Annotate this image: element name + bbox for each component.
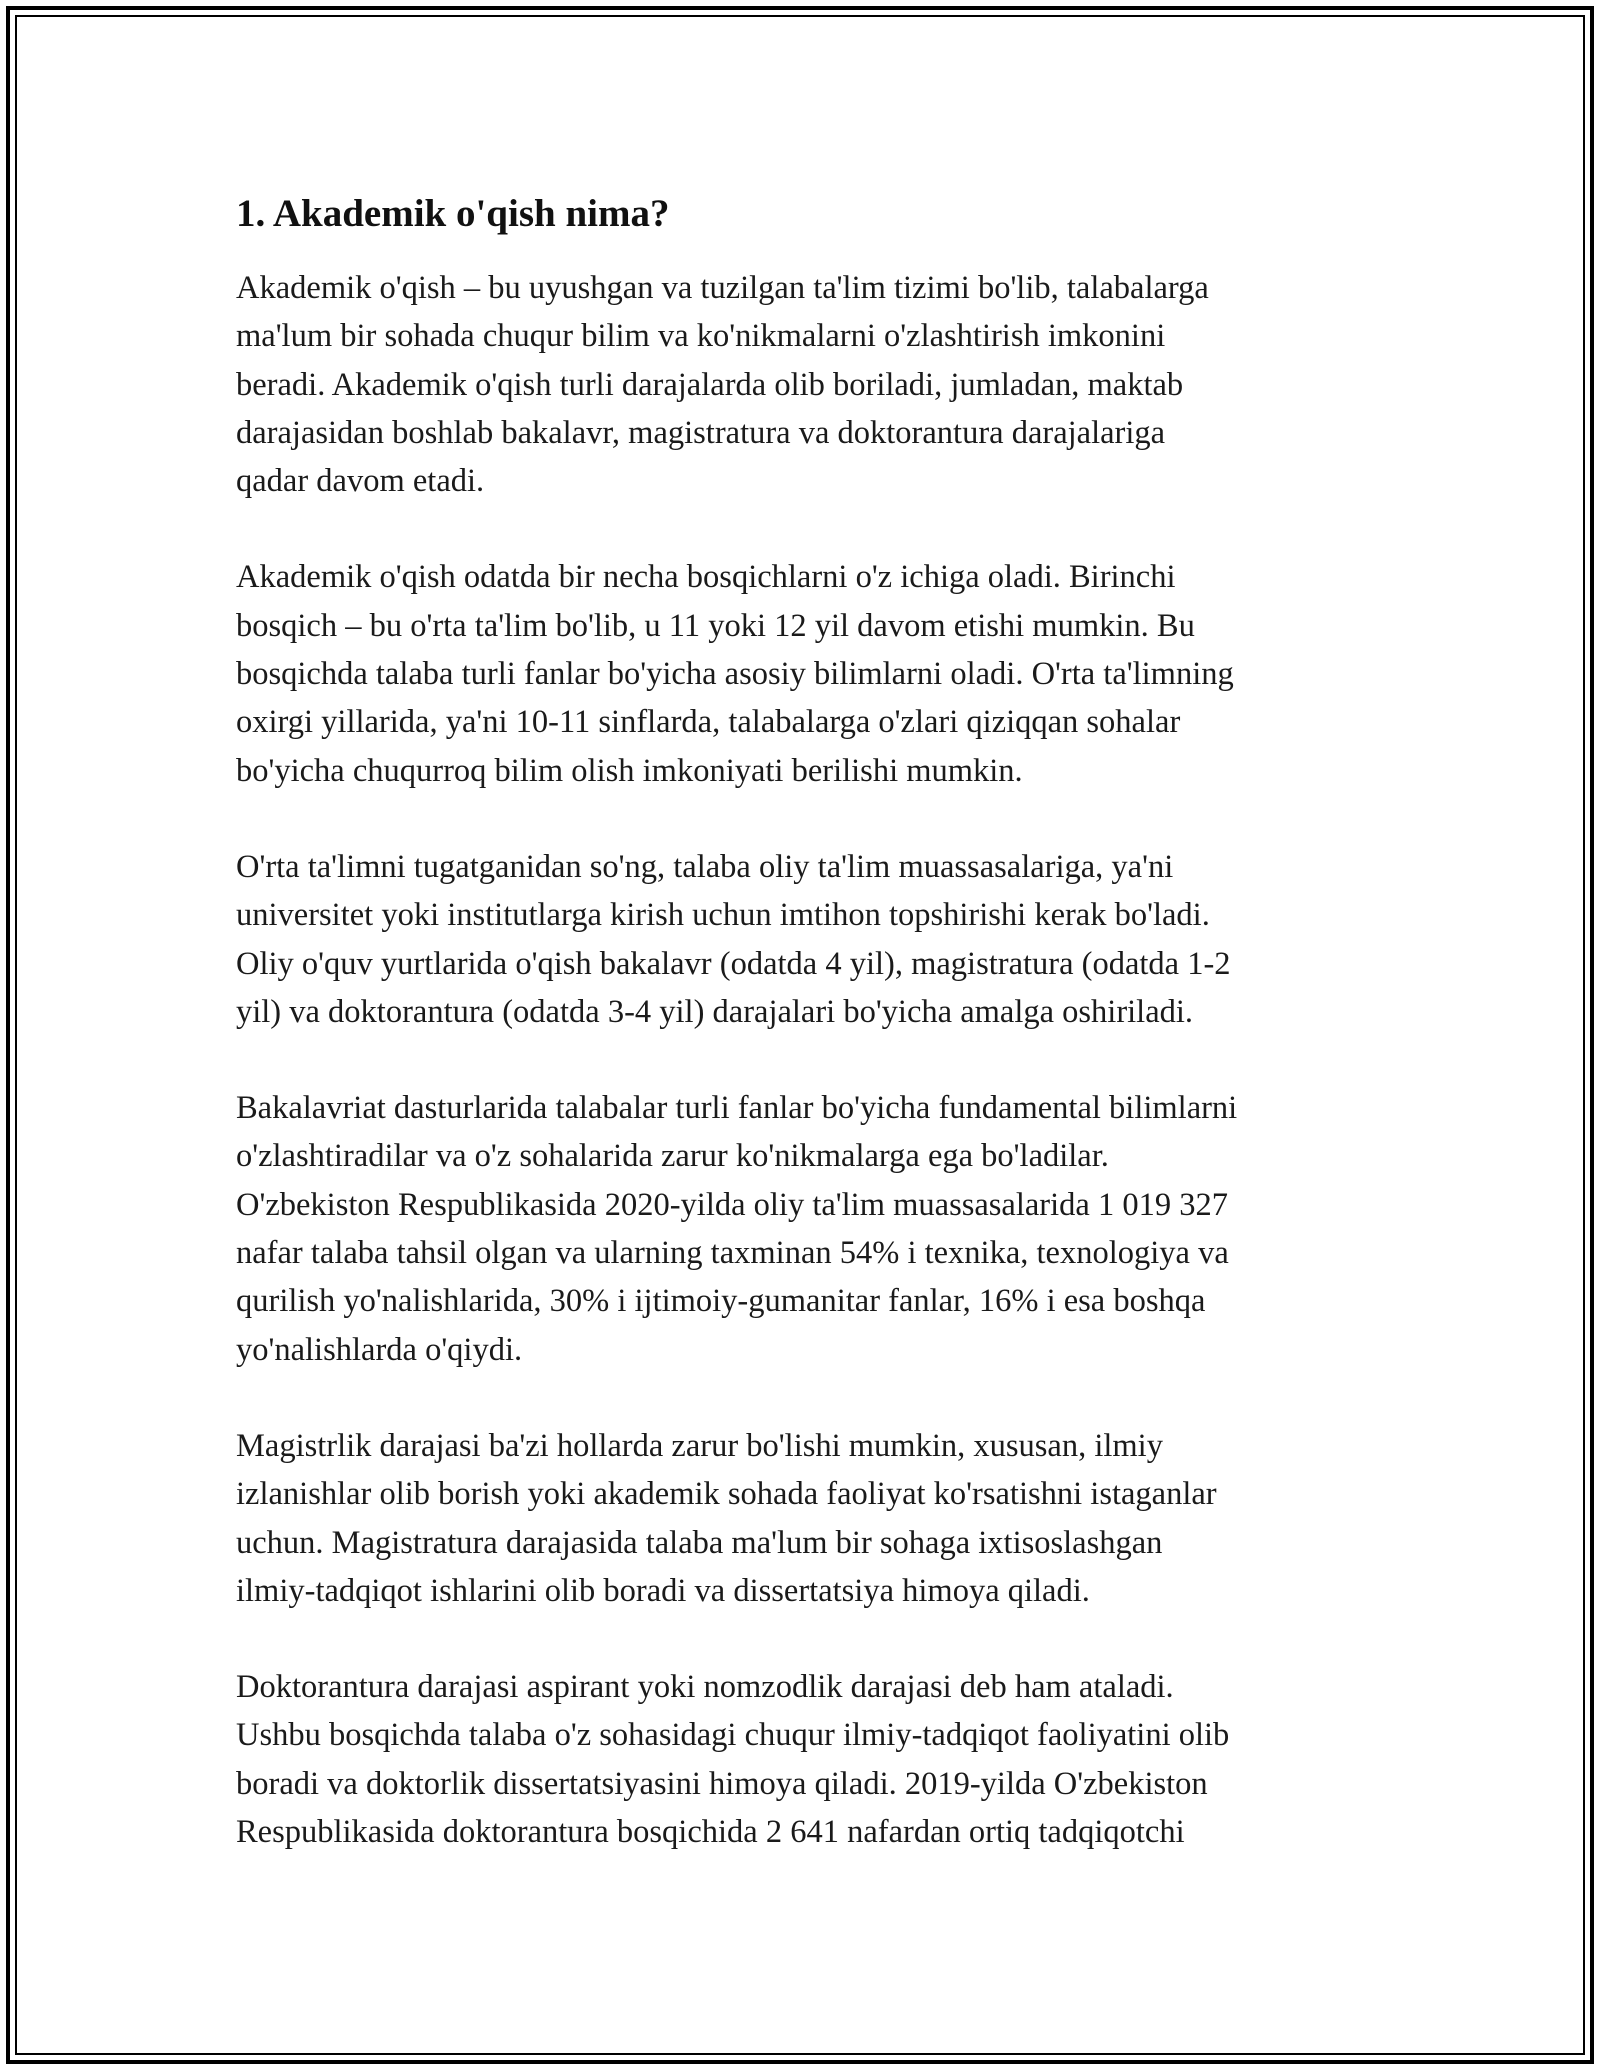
paragraph <box>236 1084 1386 1374</box>
paragraph-line: Akademik o'qish – bu uyushgan va tuzilgan ta'lim tizimi bo'lib, talabalarga <box>236 270 1209 306</box>
paragraph-line: izlanishlar olib borish yoki akademik sohada faoliyat ko'rsatishni istaganlar <box>236 1476 1217 1513</box>
paragraph <box>236 843 1386 1036</box>
paragraph <box>236 264 1386 505</box>
paragraph-line: bosqichda talaba turli fanlar bo'yicha asosiy bilimlarni oladi. O'rta ta'limning <box>236 656 1234 693</box>
paragraph-line: nafar talaba tahsil olgan va ularning taxminan 54% i texnika, texnologiya va <box>236 1235 1229 1272</box>
paragraph-line: darajasidan boshlab bakalavr, magistratura va doktorantura darajalariga <box>236 414 1166 451</box>
paragraph-list <box>236 264 1386 1856</box>
paragraph-line: O'zbekiston Respublikasida 2020-yilda oliy ta'lim muassasalarida 1 019 327 <box>236 1186 1228 1223</box>
paragraph-line: Magistrlik darajasi ba'zi hollarda zarur bo'lishi mumkin, xususan, ilmiy <box>236 1427 1163 1464</box>
paragraph-line: universitet yoki institutlarga kirish uchun imtihon topshirishi kerak bo'ladi. <box>236 897 1210 934</box>
paragraph-line: yo'nalishlarda o'qiydi. <box>236 1331 523 1368</box>
paragraph-line: Oliy o'quv yurtlarida o'qish bakalavr (odatda 4 yil), magistratura (odatda 1-2 <box>236 945 1231 982</box>
paragraph-line: beradi. Akademik o'qish turli darajalarda olib boriladi, jumladan, maktab <box>236 366 1184 403</box>
section-heading: 1. Akademik o'qish nima? <box>236 192 670 235</box>
paragraph-line: bo'yicha chuqurroq bilim olish imkoniyati berilishi mumkin. <box>236 752 1023 789</box>
paragraph-line: ma'lum bir sohada chuqur bilim va ko'nikmalarni o'zlashtirish imkonini <box>236 318 1166 355</box>
paragraph-line: o'zlashtiradilar va o'z sohalarida zarur ko'nikmalarga ega bo'ladilar. <box>236 1138 1109 1175</box>
paragraph-line: ilmiy-tadqiqot ishlarini olib boradi va dissertatsiya himoya qiladi. <box>236 1572 1090 1609</box>
paragraph-line: Akademik o'qish odatda bir necha bosqichlarni o'z ichiga oladi. Birinchi <box>236 559 1176 596</box>
paragraph-line: bosqich – bu o'rta ta'lim bo'lib, u 11 yoki 12 yil davom etishi mumkin. Bu <box>236 607 1195 644</box>
paragraph-line: boradi va doktorlik dissertatsiyasini himoya qiladi. 2019-yilda O'zbekiston <box>236 1765 1208 1802</box>
paragraph-line: O'rta ta'limni tugatganidan so'ng, talaba oliy ta'lim muassasalariga, ya'ni <box>236 848 1174 885</box>
paragraph-line: Doktorantura darajasi aspirant yoki nomzodlik darajasi deb ham ataladi. <box>236 1669 1174 1706</box>
paragraph-line: uchun. Magistratura darajasida talaba ma'lum bir sohaga ixtisoslashgan <box>236 1524 1163 1561</box>
document-body <box>236 188 1386 1904</box>
paragraph-line: qurilish yo'nalishlarida, 30% i ijtimoiy-gumanitar fanlar, 16% i esa boshqa <box>236 1283 1206 1320</box>
paragraph <box>236 1422 1386 1615</box>
paragraph-line: Bakalavriat dasturlarida talabalar turli fanlar bo'yicha fundamental bilimlarni <box>236 1090 1238 1127</box>
paragraph <box>236 553 1386 794</box>
paragraph-line: oxirgi yillarida, ya'ni 10-11 sinflarda, talabalarga o'zlari qiziqqan sohalar <box>236 704 1181 741</box>
paragraph <box>236 1663 1386 1856</box>
paragraph-line: qadar davom etadi. <box>236 463 485 500</box>
paragraph-line: Respublikasida doktorantura bosqichida 2 641 nafardan ortiq tadqiqotchi <box>236 1814 1185 1851</box>
paragraph-line: Ushbu bosqichda talaba o'z sohasidagi chuqur ilmiy-tadqiqot faoliyatini olib <box>236 1717 1230 1754</box>
paragraph-line: yil) va doktorantura (odatda 3-4 yil) darajalari bo'yicha amalga oshiriladi. <box>236 993 1194 1030</box>
